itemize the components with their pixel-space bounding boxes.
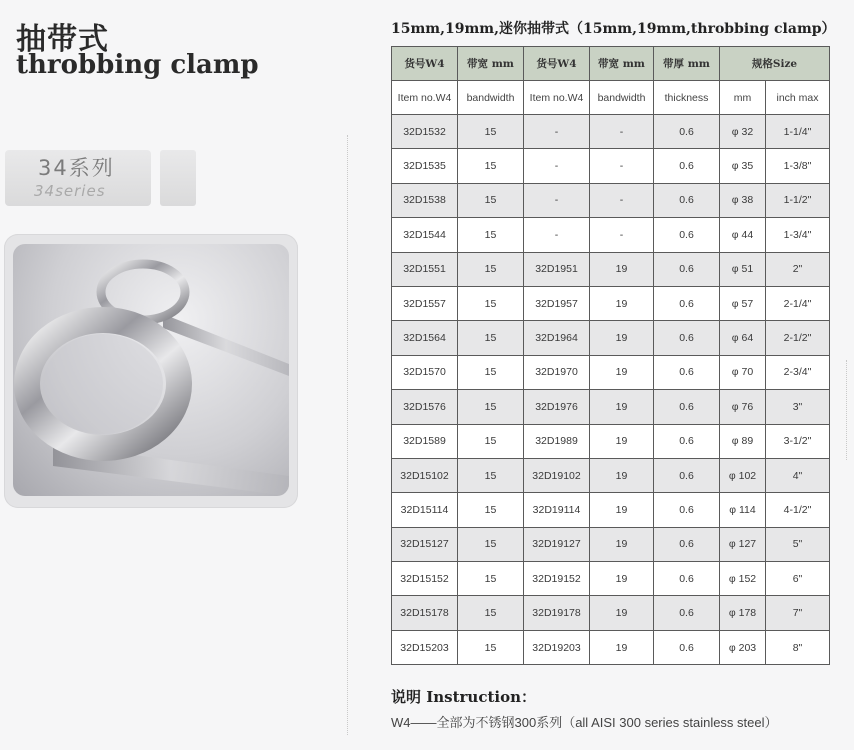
header-cell: 带宽 mm: [458, 47, 524, 81]
table-cell: φ 44: [720, 218, 766, 252]
table-cell: 32D1957: [524, 286, 590, 320]
header-cell: bandwidth: [590, 81, 654, 115]
table-cell: 0.6: [654, 424, 720, 458]
table-cell: 32D1535: [392, 149, 458, 183]
table-cell: φ 70: [720, 355, 766, 389]
table-cell: φ 127: [720, 527, 766, 561]
table-cell: 19: [590, 390, 654, 424]
product-photo: [13, 244, 289, 496]
series-tab-decoration: [160, 150, 196, 206]
table-cell: 19: [590, 562, 654, 596]
table-cell: φ 89: [720, 424, 766, 458]
table-cell: 0.6: [654, 286, 720, 320]
table-cell: -: [524, 183, 590, 217]
table-cell: 32D15152: [392, 562, 458, 596]
table-row: [392, 321, 830, 355]
table-cell: -: [590, 218, 654, 252]
table-cell: 0.6: [654, 562, 720, 596]
table-cell: 32D1989: [524, 424, 590, 458]
table-cell: 32D1551: [392, 252, 458, 286]
table-cell: 15: [458, 183, 524, 217]
table-row: [392, 183, 830, 217]
table-cell: 32D1570: [392, 355, 458, 389]
table-cell: 1-3/8": [766, 149, 830, 183]
table-cell: 32D19152: [524, 562, 590, 596]
table-cell: 19: [590, 458, 654, 492]
header-row-cn: [392, 47, 830, 81]
table-cell: 32D1970: [524, 355, 590, 389]
table-cell: 4-1/2": [766, 493, 830, 527]
header-cell: Item no.W4: [524, 81, 590, 115]
table-cell: 32D19102: [524, 458, 590, 492]
table-cell: 5": [766, 527, 830, 561]
table-row: [392, 458, 830, 492]
table-cell: 15: [458, 355, 524, 389]
table-cell: 19: [590, 355, 654, 389]
spec-table-body: [392, 115, 830, 665]
table-cell: φ 76: [720, 390, 766, 424]
table-cell: 8": [766, 630, 830, 664]
table-row: [392, 149, 830, 183]
table-cell: 32D1532: [392, 115, 458, 149]
table-cell: φ 152: [720, 562, 766, 596]
header-cell: 规格Size: [720, 47, 830, 81]
table-cell: 3-1/2": [766, 424, 830, 458]
table-row: [392, 286, 830, 320]
table-cell: 3": [766, 390, 830, 424]
table-cell: 32D1576: [392, 390, 458, 424]
table-cell: φ 32: [720, 115, 766, 149]
header-cell: 货号W4: [392, 47, 458, 81]
table-cell: 15: [458, 493, 524, 527]
table-cell: 15: [458, 286, 524, 320]
table-cell: 15: [458, 458, 524, 492]
table-cell: 32D1964: [524, 321, 590, 355]
table-cell: 19: [590, 321, 654, 355]
header-cell: bandwidth: [458, 81, 524, 115]
table-cell: 1-3/4": [766, 218, 830, 252]
table-cell: 0.6: [654, 390, 720, 424]
divider-line: [347, 135, 348, 735]
table-cell: 32D1544: [392, 218, 458, 252]
table-cell: 32D1564: [392, 321, 458, 355]
table-cell: 32D1557: [392, 286, 458, 320]
divider-line-right: [846, 360, 847, 460]
title-english: throbbing clamp: [16, 50, 259, 80]
table-cell: 0.6: [654, 630, 720, 664]
table-cell: 32D15102: [392, 458, 458, 492]
table-cell: 15: [458, 424, 524, 458]
table-cell: 19: [590, 424, 654, 458]
table-cell: φ 57: [720, 286, 766, 320]
table-row: [392, 424, 830, 458]
table-cell: 15: [458, 218, 524, 252]
table-cell: 15: [458, 527, 524, 561]
header-row-en: [392, 81, 830, 115]
table-cell: 32D19178: [524, 596, 590, 630]
title-chinese: 抽带式: [16, 22, 109, 57]
table-cell: φ 102: [720, 458, 766, 492]
table-cell: 19: [590, 527, 654, 561]
table-cell: 32D1951: [524, 252, 590, 286]
header-cell: 带厚 mm: [654, 47, 720, 81]
table-row: [392, 252, 830, 286]
table-cell: 0.6: [654, 183, 720, 217]
table-cell: 0.6: [654, 115, 720, 149]
table-cell: -: [590, 115, 654, 149]
table-cell: 19: [590, 630, 654, 664]
table-cell: -: [590, 149, 654, 183]
table-cell: 32D1538: [392, 183, 458, 217]
table-cell: 15: [458, 562, 524, 596]
table-row: [392, 596, 830, 630]
table-row: [392, 115, 830, 149]
table-cell: 19: [590, 493, 654, 527]
table-cell: 15: [458, 321, 524, 355]
table-cell: 0.6: [654, 321, 720, 355]
table-row: [392, 355, 830, 389]
table-cell: φ 38: [720, 183, 766, 217]
table-cell: -: [524, 149, 590, 183]
table-cell: 32D19127: [524, 527, 590, 561]
table-row: [392, 562, 830, 596]
table-row: [392, 527, 830, 561]
table-cell: 32D19114: [524, 493, 590, 527]
table-cell: -: [524, 218, 590, 252]
header-cell: Item no.W4: [392, 81, 458, 115]
header-cell: thickness: [654, 81, 720, 115]
table-cell: 1-1/4": [766, 115, 830, 149]
table-cell: 19: [590, 596, 654, 630]
table-cell: 0.6: [654, 493, 720, 527]
table-row: [392, 218, 830, 252]
table-cell: 0.6: [654, 527, 720, 561]
header-cell: inch max: [766, 81, 830, 115]
table-cell: 6": [766, 562, 830, 596]
table-cell: -: [524, 115, 590, 149]
table-cell: 0.6: [654, 252, 720, 286]
table-cell: 15: [458, 390, 524, 424]
table-cell: 2-1/4": [766, 286, 830, 320]
table-cell: φ 51: [720, 252, 766, 286]
clamp-illustration: [13, 244, 289, 496]
table-cell: 2-1/2": [766, 321, 830, 355]
table-cell: φ 35: [720, 149, 766, 183]
table-row: [392, 390, 830, 424]
table-cell: 15: [458, 596, 524, 630]
table-cell: 32D1976: [524, 390, 590, 424]
table-cell: 1-1/2": [766, 183, 830, 217]
table-cell: 32D15127: [392, 527, 458, 561]
table-cell: 15: [458, 115, 524, 149]
table-cell: 7": [766, 596, 830, 630]
table-cell: 32D15178: [392, 596, 458, 630]
series-english: 34series: [34, 182, 106, 200]
table-cell: 15: [458, 252, 524, 286]
header-cell: mm: [720, 81, 766, 115]
instruction-heading: 说明 Instruction：: [391, 688, 536, 706]
instruction-text: W4——全部为不锈钢300系列（all AISI 300 series stainless steel）: [391, 715, 778, 730]
table-headline: 15mm,19mm,迷你抽带式（15mm,19mm,throbbing clamp）: [391, 21, 836, 37]
table-cell: 0.6: [654, 149, 720, 183]
table-cell: φ 114: [720, 493, 766, 527]
table-cell: 2": [766, 252, 830, 286]
table-cell: 32D19203: [524, 630, 590, 664]
table-cell: φ 64: [720, 321, 766, 355]
table-cell: φ 178: [720, 596, 766, 630]
table-cell: 0.6: [654, 218, 720, 252]
table-cell: 15: [458, 149, 524, 183]
table-row: [392, 630, 830, 664]
table-row: [392, 493, 830, 527]
table-cell: 19: [590, 286, 654, 320]
table-cell: 4": [766, 458, 830, 492]
table-cell: 2-3/4": [766, 355, 830, 389]
series-chinese: 34系列: [38, 156, 115, 180]
spec-table: [391, 46, 830, 665]
header-cell: 货号W4: [524, 47, 590, 81]
header-cell: 带宽 mm: [590, 47, 654, 81]
table-cell: 32D15203: [392, 630, 458, 664]
table-cell: 0.6: [654, 355, 720, 389]
table-cell: 32D15114: [392, 493, 458, 527]
table-cell: φ 203: [720, 630, 766, 664]
table-cell: -: [590, 183, 654, 217]
table-cell: 0.6: [654, 458, 720, 492]
table-cell: 19: [590, 252, 654, 286]
table-cell: 15: [458, 630, 524, 664]
table-cell: 32D1589: [392, 424, 458, 458]
table-cell: 0.6: [654, 596, 720, 630]
